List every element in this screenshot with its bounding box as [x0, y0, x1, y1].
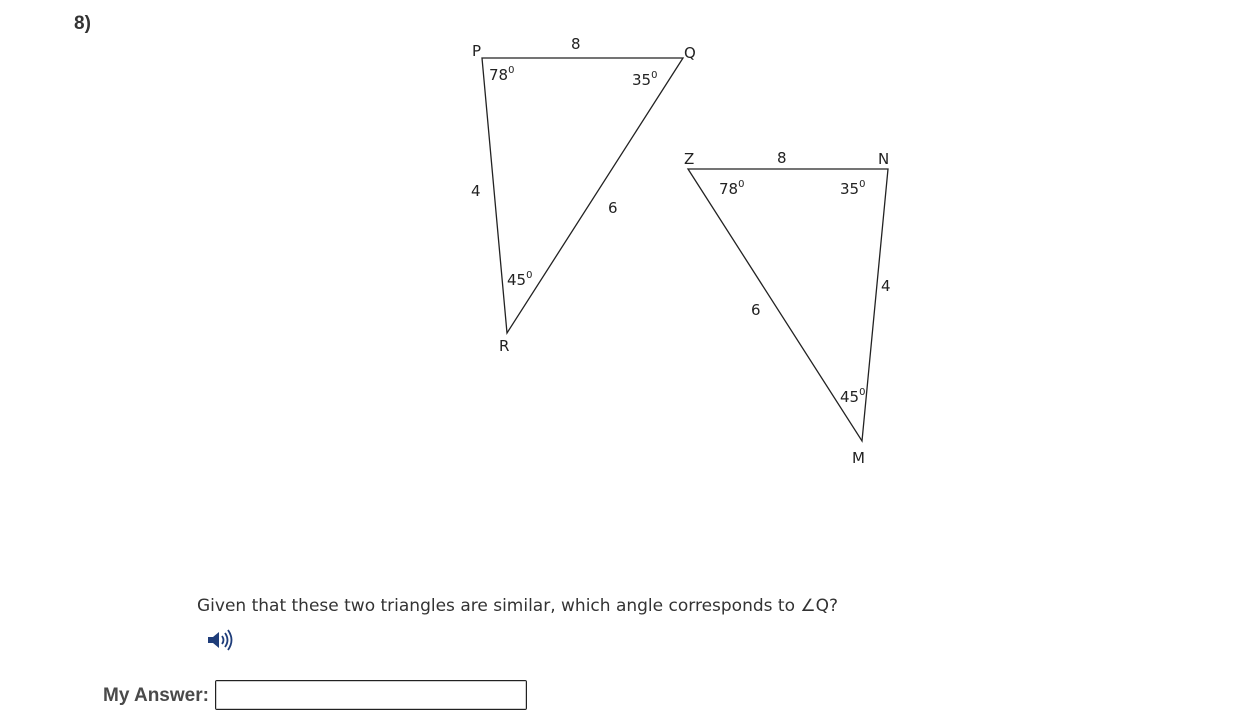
- side-zn-label: 8: [777, 149, 787, 167]
- answer-input[interactable]: [215, 680, 527, 710]
- side-pr-label: 4: [471, 182, 481, 200]
- angle-z-label: $78^0$: [719, 179, 745, 198]
- vertex-label-m: M: [852, 449, 865, 467]
- speaker-icon[interactable]: [206, 628, 236, 652]
- angle-q-label: $35^0$: [632, 70, 658, 89]
- angle-n-label: $35^0$: [840, 179, 866, 198]
- vertex-label-p: P: [472, 42, 482, 60]
- vertex-label-r: R: [499, 337, 510, 355]
- side-pq-label: 8: [571, 35, 581, 53]
- angle-p-label: $78^0$: [489, 65, 515, 84]
- angle-r-label: $45^0$: [507, 270, 533, 289]
- question-text: Given that these two triangles are similar, which angle corresponds to ∠Q?: [197, 596, 839, 616]
- answer-label: My Answer:: [103, 685, 209, 706]
- side-zm-label: 6: [751, 301, 761, 319]
- vertex-label-n: N: [878, 150, 890, 168]
- vertex-label-q: Q: [684, 44, 696, 62]
- question-number: 8): [74, 13, 91, 34]
- side-qr-label: 6: [608, 199, 618, 217]
- triangle-pqr: [482, 58, 683, 333]
- vertex-label-z: Z: [684, 150, 695, 168]
- side-nm-label: 4: [881, 277, 891, 295]
- angle-m-label: $45^0$: [840, 387, 866, 406]
